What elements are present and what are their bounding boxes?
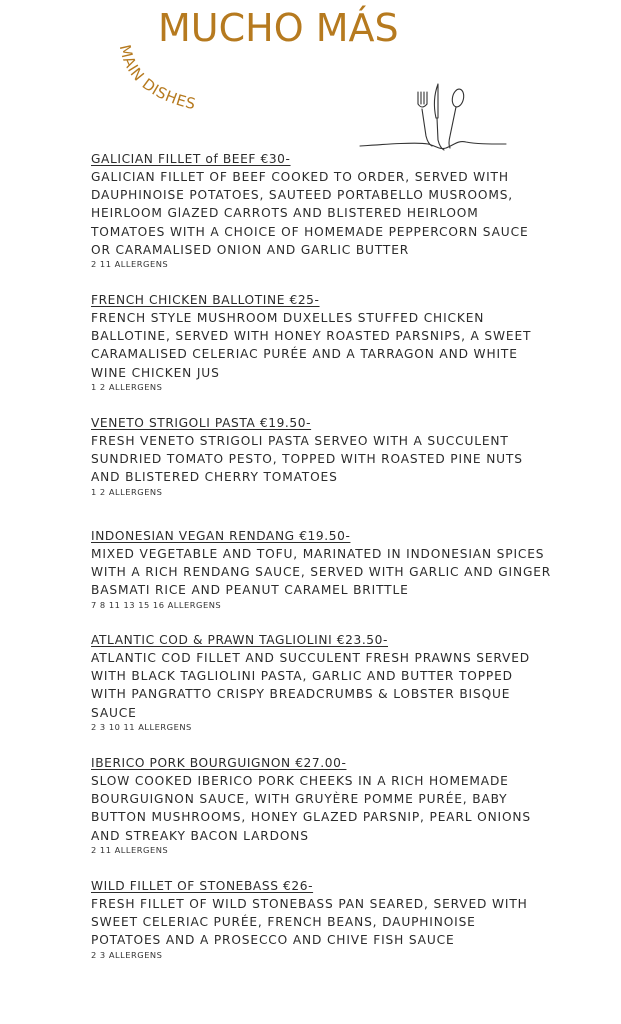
main-dishes-subtitle [108,40,238,130]
dish-description [91,772,611,845]
dish-name: VENETO STRIGOLI PASTA €19.50- [91,416,312,430]
dish-vegan-rendang [91,527,611,611]
desc-line: SWEET CELERIAC PURÉE, FRENCH BEANS, DAUPHINOISE [91,915,476,930]
allergens-label: 7 8 11 13 15 16 ALLERGENS [91,599,222,610]
dish-description [91,895,611,950]
allergens-label: 1 2 ALLERGENS [91,381,163,392]
desc-line: POTATOES AND A PROSECCO AND CHIVE FISH SAUCE [91,933,455,948]
dish-name: FRENCH CHICKEN BALLOTINE €25- [91,293,320,307]
dish-veneto-pasta [91,414,611,498]
desc-line: AND STREAKY BACON LARDONS [91,828,309,843]
desc-line: MIXED VEGETABLE AND TOFU, MARINATED IN INDONESIAN SPICES [91,547,545,561]
desc-line: OR CARAMALISED ONION AND GARLIC BUTTER [91,242,410,257]
desc-line: AND BLISTERED CHERRY TOMATOES [91,470,338,485]
desc-line: WITH BLACK TAGLIOLINI PASTA, GARLIC AND BUTTER TOPPED [91,669,513,684]
desc-line: FRESH VENETO STRIGOLI PASTA SERVEO WITH A SUCCULENT [91,434,509,448]
subtitle-text: MAIN DISHES [115,43,198,114]
desc-line: GALICIAN FILLET OF BEEF COOKED TO ORDER, SERVED WITH [91,170,509,184]
desc-line: SLOW COOKED IBERICO PORK CHEEKS IN A RICH HOMEMADE [91,774,509,788]
dish-name: ATLANTIC COD & PRAWN TAGLIOLINI €23.50- [91,633,389,647]
dish-chicken-ballotine [91,291,611,393]
desc-line: HEIRLOOM GlAZED CARROTS AND BLISTERED HEIRLOOM [91,206,479,221]
desc-line: WITH A RICH RENDANG SAUCE, SERVED WITH GARLIC AND GINGER [91,565,552,580]
desc-line: BALLOTINE, SERVED WITH HONEY ROASTED PARSNIPS, A SWEET [91,329,532,344]
dish-name: WILD FILLET OF STONEBASS €26- [91,879,314,893]
dish-name: IBERICO PORK BOURGUIGNON €27.00- [91,756,347,770]
dish-wild-stonebass [91,877,611,961]
desc-line: SUNDRIED TOMATO PESTO, TOPPED WITH ROASTED PINE NUTS [91,452,523,467]
dish-name: INDONESIAN VEGAN RENDANG €19.50- [91,529,351,543]
desc-line: SAUCE [91,705,137,720]
fork-knife-spoon-icon [358,78,508,160]
dish-description [91,309,611,382]
dish-galician-beef [91,150,611,270]
desc-line: DAUPHINOISE POTATOES, SAUTEED PORTABELLO MUSROOMS, [91,188,514,203]
allergens-label: 2 3 ALLERGENS [91,949,163,960]
desc-line: FRENCH STYLE MUSHROOM DUXELLES STUFFED CHICKEN [91,311,485,325]
desc-line: BUTTON MUSHROOMS, HONEY GLAZED PARSNIP, PEARL ONIONS [91,810,531,825]
desc-line: BOURGUIGNON SAUCE, WITH GRUYÈRE POMME PURÉE, BABY [91,792,508,807]
desc-line: WINE CHICKEN JUS [91,365,220,380]
dish-name: GALICIAN FILLET of BEEF €30- [91,152,291,166]
dish-iberico-pork [91,754,611,856]
desc-line: BASMATI RICE AND PEANUT CARAMEL BRITTLE [91,583,409,598]
dish-cod-prawn-tagliolini [91,631,611,733]
dish-description [91,168,611,259]
allergens-label: 2 11 ALLERGENS [91,259,169,270]
dish-description [91,545,611,600]
menu-title: MUCHO MÁS [158,6,399,50]
desc-line: TOMATOES WITH A CHOICE OF HOMEMADE PEPPERCORN SAUCE [91,224,529,239]
desc-line: FRESH FILLET OF WILD STONEBASS PAN SEARED, SERVED WITH [91,897,528,911]
desc-line: ATLANTIC COD FILLET AND SUCCULENT FRESH PRAWNS SERVED [91,651,531,665]
allergens-label: 2 11 ALLERGENS [91,844,169,855]
dish-description [91,432,611,487]
dish-description [91,649,611,722]
desc-line: CARAMALISED CELERIAC PURÉE AND A TARRAGON AND WHITE [91,347,518,362]
desc-line: WITH PANGRATTO CRISPY BREADCRUMBS & LOBSTER BISQUE [91,687,511,702]
allergens-label: 1 2 ALLERGENS [91,486,163,497]
allergens-label: 2 3 10 11 ALLERGENS [91,721,192,732]
